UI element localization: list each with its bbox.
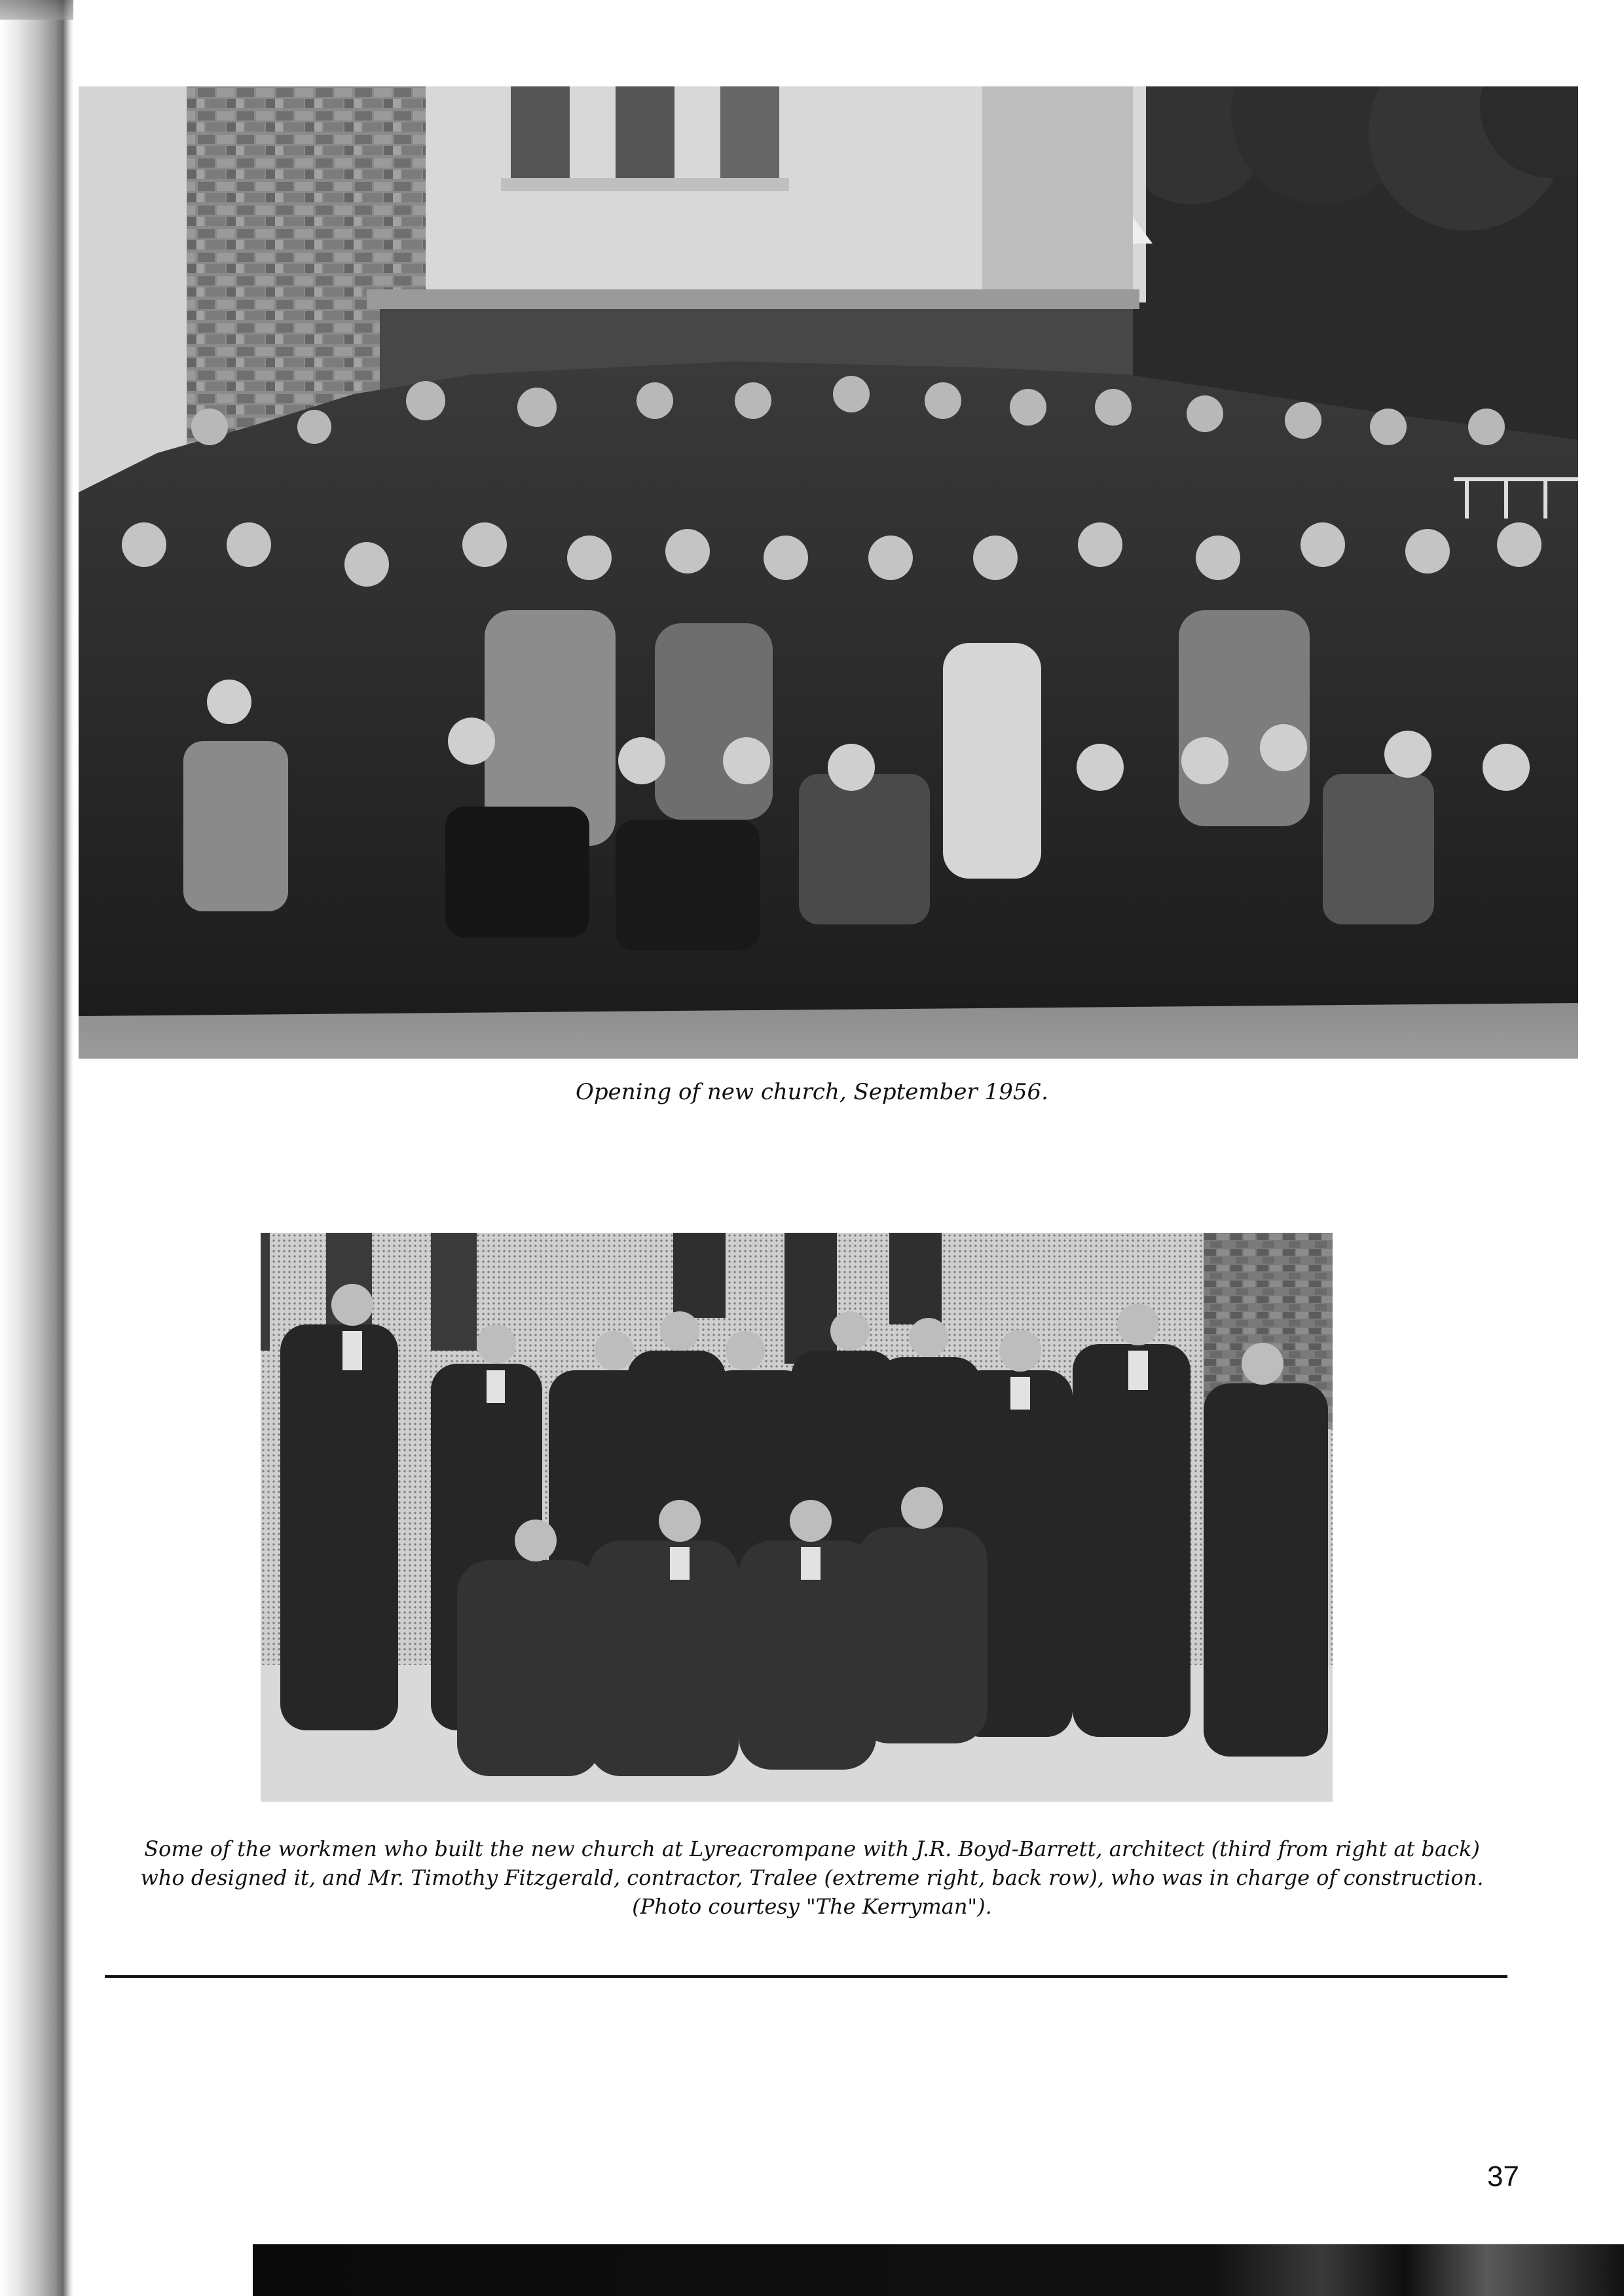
page-binding-corner bbox=[0, 0, 73, 20]
horizontal-rule bbox=[105, 1975, 1507, 1978]
page-number: 37 bbox=[1487, 2160, 1519, 2193]
workmen-caption-line-1: Some of the workmen who built the new church at Lyreacrompane with J.R. Boyd-Barrett, architect (third from right at back) bbox=[144, 1836, 1480, 1861]
workmen-caption bbox=[98, 1834, 1526, 1921]
church-opening-caption: Opening of new church, September 1956. bbox=[576, 1079, 1048, 1105]
page-binding-shadow bbox=[0, 0, 73, 2296]
workmen-caption-line-3: (Photo courtesy "The Kerryman"). bbox=[632, 1894, 992, 1919]
adjacent-page-edge bbox=[253, 2244, 1624, 2296]
workmen-group-photo bbox=[261, 1233, 1333, 1802]
church-opening-photo bbox=[79, 86, 1578, 1059]
workmen-caption-line-2: who designed it, and Mr. Timothy Fitzgerald, contractor, Tralee (extreme right, back row), who was in charge of construction. bbox=[140, 1865, 1484, 1890]
